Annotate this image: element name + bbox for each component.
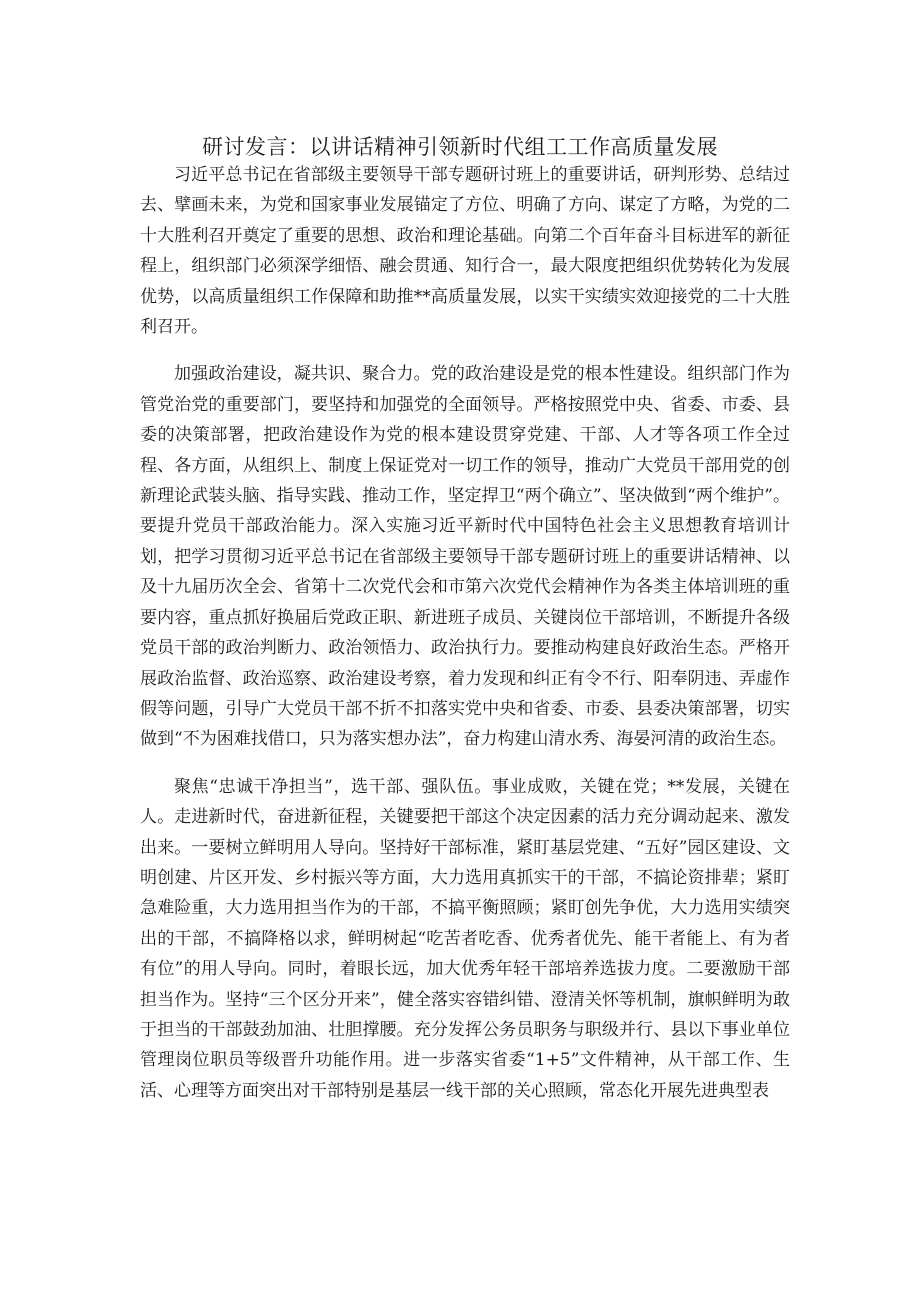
document-title: 研讨发言：以讲话精神引领新时代组工工作高质量发展 [202, 135, 718, 159]
paragraph-cadre-selection: 聚焦“忠诚干净担当”，选干部、强队伍。事业成败，关键在党；**发展，关键在人。走进新时代，奋进新征程，关键要把干部这个决定因素的活力充分调动起来、激发出来。一要树立鲜明用人导向。坚持好干部标准，紧盯基层党建、“五好”园区建设、文明创建、片区开发、乡村振兴等方面，大力选用真抓实干的干部，不搞论资排辈；紧盯急难险重，大力选用担当作为的干部，不搞平衡照顾；紧盯创先争优，大力选用实绩突出的干部，不搞降格以求，鲜明树起“吃苦者吃香、优秀者优先、能干者能上、有为者有位”的用人导向。同时，着眼长远，加大优秀年轻干部培养选拔力度。二要激励干部担当作为。坚持“三个区分开来”，健全落实容错纠错、澄清关怀等机制，旗帜鲜明为敢于担当的干部鼓劲加油、壮胆撑腰。充分发挥公务员职务与职级并行、县以下事业单位管理岗位职员等级晋升功能作用。进一步落实省委“1+5”文件精神，从干部工作、生活、心理等方面突出对干部特别是基层一线干部的关心照顾，常态化开展先进典型表 [140, 776, 790, 1101]
document-body [140, 160, 790, 1106]
paragraph-political-construction: 加强政治建设，凝共识、聚合力。党的政治建设是党的根本性建设。组织部门作为管党治党的重要部门，要坚持和加强党的全面领导。严格按照党中央、省委、市委、县委的决策部署，把政治建设作为党的根本建设贯穿党建、干部、人才等各项工作全过程、各方面，从组织上、制度上保证党对一切工作的领导，推动广大党员干部用党的创新理论武装头脑、指导实践、推动工作，坚定捍卫“两个确立”、坚决做到“两个维护”。要提升党员干部政治能力。深入实施习近平新时代中国特色社会主义思想教育培训计划，把学习贯彻习近平总书记在省部级主要领导干部专题研讨班上的重要讲话精神、以及十九届历次全会、省第十二次党代会和市第六次党代会精神作为各类主体培训班的重要内容，重点抓好换届后党政正职、新进班子成员、关键岗位干部培训，不断提升各级党员干部的政治判断力、政治领悟力、政治执行力。要推动构建良好政治生态。严格开展政治监督、政治巡察、政治建设考察，着力发现和纠正有令不行、阳奉阴违、弄虚作假等问题，引导广大党员干部不折不扣落实党中央和省委、市委、县委决策部署，切实做到“不为困难找借口，只为落实想办法”，奋力构建山清水秀、海晏河清的政治生态。 [140, 364, 790, 750]
paragraph-intro: 习近平总书记在省部级主要领导干部专题研讨班上的重要讲话，研判形势、总结过去、擘画未来，为党和国家事业发展锚定了方位、明确了方向、谋定了方略，为党的二十大胜利召开奠定了重要的思想、政治和理论基础。向第二个百年奋斗目标进军的新征程上，组织部门必须深学细悟、融会贯通、知行合一，最大限度把组织优势转化为发展优势，以高质量组织工作保障和助推**高质量发展，以实干实绩实效迎接党的二十大胜利召开。 [140, 165, 790, 338]
